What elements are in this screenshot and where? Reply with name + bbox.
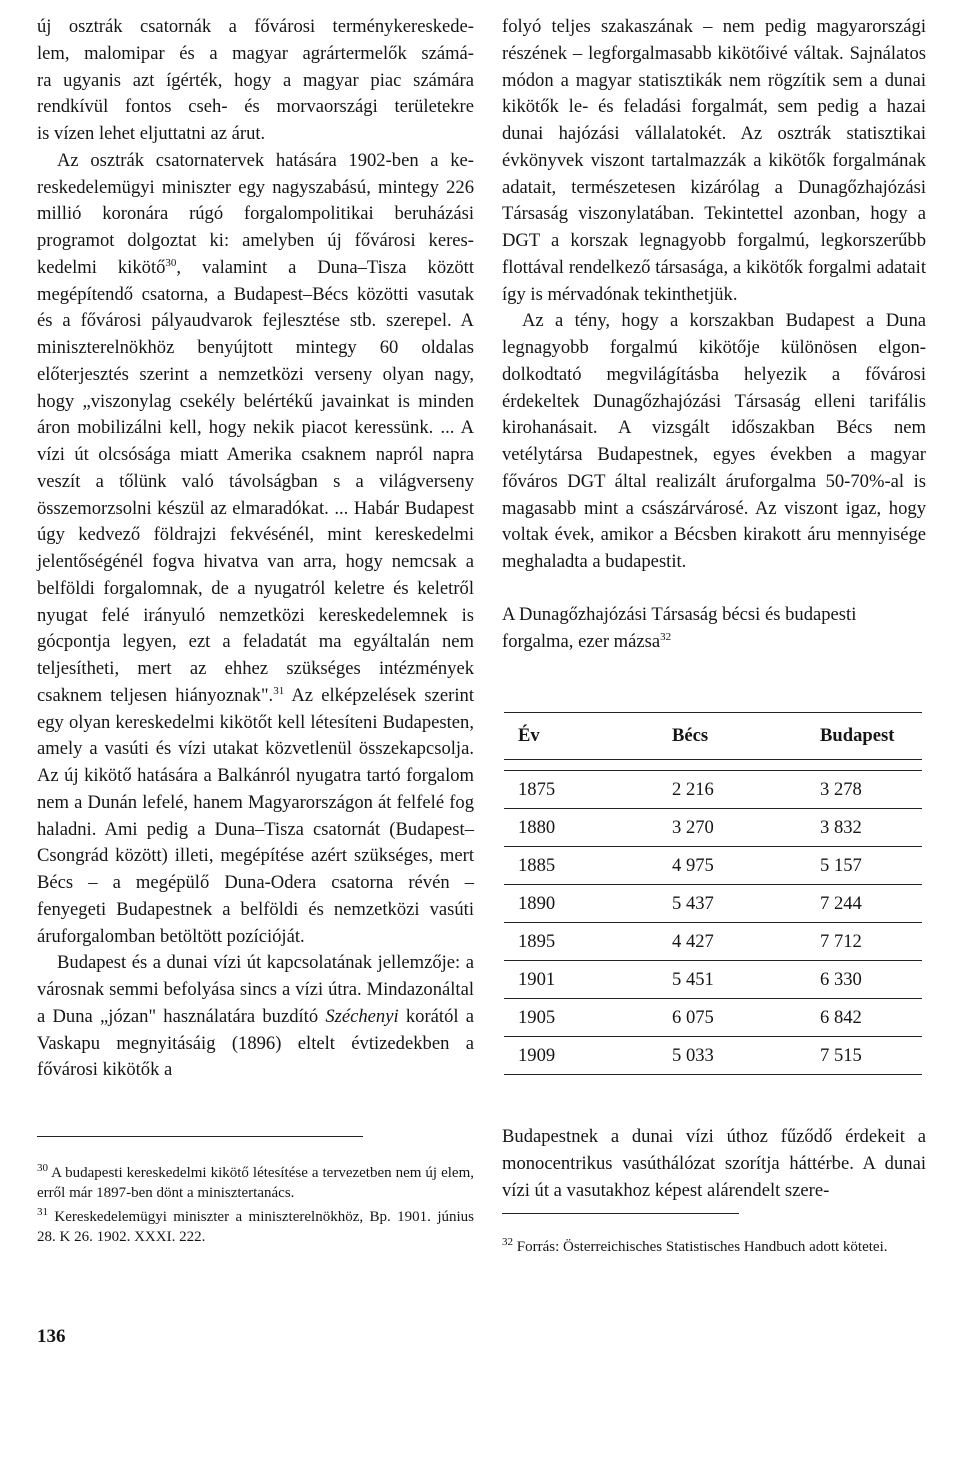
table-cell: 1885 bbox=[504, 847, 658, 885]
table-cell: 4 427 bbox=[658, 923, 806, 961]
footnote-31 bbox=[37, 1207, 474, 1247]
text-line: lem, malomipar és a magyar agrártermelők számá- bbox=[37, 42, 474, 64]
page-number: 136 bbox=[37, 1326, 66, 1347]
footnote-text: A budapesti kereskedelmi kikötő létesítése a tervezetben nem új elem, erről már 1897-ben dönt a minisztertanács. bbox=[37, 1165, 474, 1201]
caption-text: A Dunagőzhajózási Társaság bécsi és budapesti forgalma, ezer mázsa bbox=[502, 603, 857, 652]
table-header-row bbox=[504, 713, 922, 760]
table-cell: 1875 bbox=[504, 771, 658, 809]
footnote-ref-32: 32 bbox=[660, 630, 672, 643]
footnote-ref-30: 30 bbox=[165, 256, 177, 269]
paragraph-3 bbox=[37, 950, 474, 1084]
footnotes-right bbox=[502, 1237, 926, 1257]
right-column bbox=[502, 14, 926, 655]
table-row bbox=[504, 961, 922, 999]
italic-name: Széchenyi bbox=[325, 1005, 399, 1027]
footnote-ref-31: 31 bbox=[273, 684, 285, 697]
footnote-divider bbox=[502, 1213, 739, 1214]
paragraph-6: Budapestnek a dunai vízi úthoz fűződő érdekeit a monocentrikus vasúthálózat szorítja háttérbe. A dunai vízi út a vasutakhoz képest alárendelt szere- bbox=[502, 1126, 926, 1201]
paragraph-5: Az a tény, hogy a korszakban Budapest a Duna legnagyobb forgalmú kikötője különösen elgondolkodtató megvilágításba helyezik a fővárosi érdekeltek Dunagőzhajózási Társaság elleni tarifális kirohanásait. A vizsgált időszakban Bécs nem vetélytársa Budapestnek, egyes években a magyar főváros DGT által realizált áruforgalma 50-70%-al is magasabb mint a császárvárosé. Az viszont igaz, hogy voltak évek, amikor a Bécsben kirakott áru mennyisége meghaladta a budapestit. bbox=[502, 310, 926, 572]
text-line: ra ugyanis azt ígérték, hogy a magyar piac számára bbox=[37, 69, 474, 91]
paragraph-1 bbox=[37, 14, 474, 148]
table-cell: 1901 bbox=[504, 961, 658, 999]
table-cell: 3 832 bbox=[806, 809, 922, 847]
table-cell: 7 712 bbox=[806, 923, 922, 961]
text-run: , valamint a Duna–Tisza között megépítendő csatorna, a Budapest–Bécs közötti vasutak és a fővárosi pályaudvarok fejlesztése stb. szerepel. A miniszterelnökhöz benyújtott mintegy 60 oldalas előterjesztés szerint a nemzetközi verseny olyan nagy, hogy „viszonylag csekély belértékű javainkat is minden áron mobilizálni kell, hogy nekik piacot keressünk. ... A vízi út olcsósága miatt Amerika csaknem napról napra veszít a tőlünk való távolságban s a világverseny összemorzsolni készül az elmaradókat. ... Habár Budapest úgy kedvező földrajzi fekvésénél, mint kereskedelmi jelentőségénél fogva hivatva van arra, hogy nemcsak a belföldi forgalomnak, de a nyugatról keletre és keletről nyugat felé irányuló nemzetközi kereskedelemnek is gócpontja legyen, ezt a feladatát ma egyáltalán nem teljesítheti, mert az ehhez szükséges intézmények csaknem teljesen hiányoznak". bbox=[37, 256, 474, 706]
text-run: Budapest és a dunai vízi út kapcsolatának jellemzője: a városnak semmi befolyása sincs a vízi útra. Mindazonáltal a Duna „józan" használatára buzdító bbox=[37, 952, 474, 1027]
table-row bbox=[504, 809, 922, 847]
table-row bbox=[504, 1037, 922, 1075]
footnotes-left bbox=[37, 1163, 474, 1247]
table-cell: 1880 bbox=[504, 809, 658, 847]
table-cell: 1909 bbox=[504, 1037, 658, 1075]
table-cell: 7 515 bbox=[806, 1037, 922, 1075]
table-cell: 1895 bbox=[504, 923, 658, 961]
column-header: Bécs bbox=[658, 713, 806, 760]
column-header: Év bbox=[504, 713, 658, 760]
data-table bbox=[504, 712, 922, 1075]
table-cell: 5 033 bbox=[658, 1037, 806, 1075]
text-run: Az elképzelések szerint egy olyan kereskedelmi kikötőt kell létesíteni Budapesten, amely a vasúti és vízi utakat közvetlenül összekapcsolja. Az új kikötő hatására a Balkánról nyugatra tartó forgalom nem a Dunán lefelé, hanem Magyarországon át felfelé fog haladni. Ami pedig a Duna–Tisza csatornát (Budapest–Csongrád között) illeti, megépítése azért szükséges, mert Bécs – a megépülő Duna-Odera csatorna révén – fenyegeti Budapestnek a belföldi és nemzetközi vasúti áruforgalomban betöltött pozícióját. bbox=[37, 684, 474, 947]
text-line: rendkívül fontos cseh- és morvaországi területekre bbox=[37, 96, 474, 118]
column-header: Budapest bbox=[806, 713, 922, 760]
table-spacer bbox=[504, 760, 922, 771]
paragraph-4: folyó teljes szakaszának – nem pedig magyarországi részének – legforgalmasabb kikötőivé váltak. Sajnálatos módon a magyar statisztikák nem rögzítik sem a dunai kikötők le- és feladási forgalmát, sem pedig a hazai dunai hajózási vállalatokét. Az osztrák statisztikai évkönyvek viszont tartalmazzák a kikötők forgalmának adatait, természetesen kizárólag a Dunagőzhajózási Társaság viszonylatában. Tekintettel azonban, hogy a DGT a korszak legnagyobb forgalmú, legkorszerűbb flottával rendelkező társasága, a kikötők forgalmi adatait így is mérvadónak tekinthetjük. bbox=[502, 16, 926, 305]
left-column bbox=[37, 14, 474, 1084]
table-cell: 2 216 bbox=[658, 771, 806, 809]
table-cell: 5 437 bbox=[658, 885, 806, 923]
table-cell: 5 157 bbox=[806, 847, 922, 885]
table-row bbox=[504, 999, 922, 1037]
table-row bbox=[504, 885, 922, 923]
text-line: új osztrák csatornák a fővárosi terménykereskede- bbox=[37, 16, 474, 37]
footnote-divider bbox=[37, 1136, 363, 1137]
table-cell: 6 330 bbox=[806, 961, 922, 999]
table-row bbox=[504, 771, 922, 809]
footnote-number: 30 bbox=[37, 1162, 48, 1174]
text-run: Az osztrák csatornatervek hatására 1902-ben a kereskedelemügyi miniszter egy nagyszabású, mintegy 226 millió koronára rúgó forgalompolitikai beruházási programot dolgoztat ki: amelyben új fővárosi kereskedelmi kikötő bbox=[37, 149, 474, 278]
table-caption bbox=[502, 602, 926, 656]
table-cell: 3 278 bbox=[806, 771, 922, 809]
footnote-text: Kereskedelemügyi miniszter a miniszterelnökhöz, Bp. 1901. június 28. K 26. 1902. XXXI. 222. bbox=[37, 1209, 474, 1245]
table-cell: 1890 bbox=[504, 885, 658, 923]
table-cell: 7 244 bbox=[806, 885, 922, 923]
table-row bbox=[504, 923, 922, 961]
table-row bbox=[504, 847, 922, 885]
table-cell: 3 270 bbox=[658, 809, 806, 847]
table-cell: 4 975 bbox=[658, 847, 806, 885]
footnote-number: 32 bbox=[502, 1236, 513, 1248]
footnote-number: 31 bbox=[37, 1206, 48, 1218]
text-run: korától a Vaskapu megnyitásáig (1896) eltelt évtizedekben a fővárosi kikötők a bbox=[37, 1005, 474, 1081]
table-cell: 5 451 bbox=[658, 961, 806, 999]
paragraph-2 bbox=[37, 148, 474, 951]
footnote-30 bbox=[37, 1163, 474, 1203]
footnote-text: Forrás: Österreichisches Statistisches Handbuch adott kötetei. bbox=[513, 1239, 888, 1255]
table-cell: 1905 bbox=[504, 999, 658, 1037]
footnote-32 bbox=[502, 1237, 926, 1257]
table-cell: 6 842 bbox=[806, 999, 922, 1037]
text-line: is vízen lehet eljuttatni az árut. bbox=[37, 123, 266, 144]
table-cell: 6 075 bbox=[658, 999, 806, 1037]
